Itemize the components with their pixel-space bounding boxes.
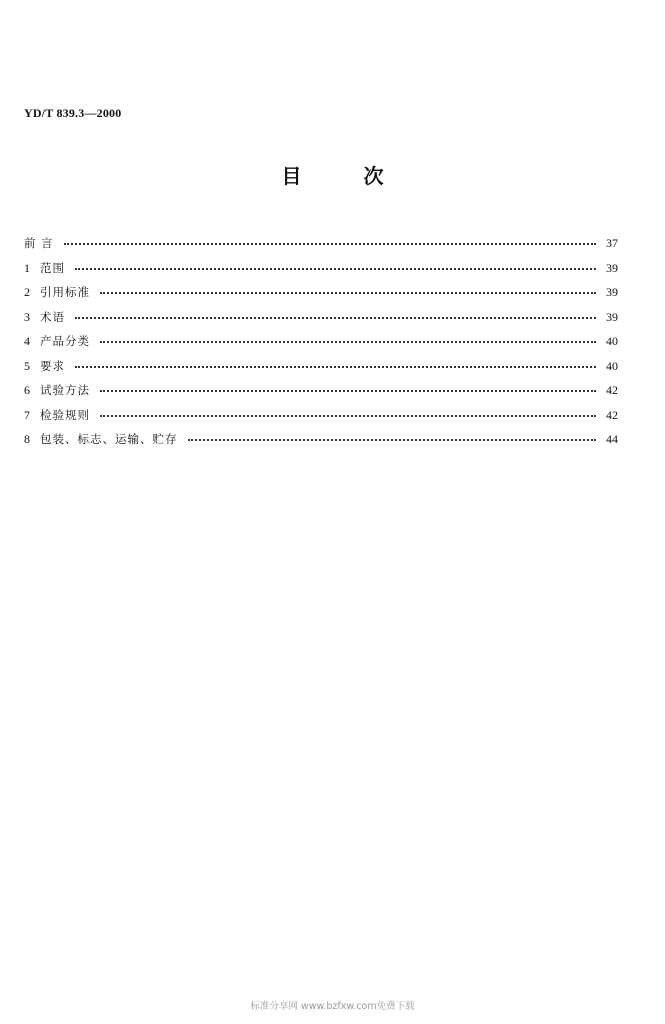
- toc-entry-page: 40: [606, 358, 618, 373]
- dot-leader: [100, 415, 596, 417]
- toc-entry-page: 37: [606, 236, 618, 250]
- toc-entry-page: 39: [606, 309, 618, 324]
- dot-leader: [75, 366, 596, 368]
- toc-entry-product-classification[interactable]: [24, 333, 618, 358]
- document-code: YD/T 839.3—2000: [24, 106, 122, 120]
- toc-entry-scope[interactable]: [24, 260, 618, 285]
- toc-entry-label: 范围: [40, 260, 65, 275]
- toc-entry-requirements[interactable]: [24, 358, 618, 383]
- toc-entry-number: 6: [24, 383, 30, 397]
- dot-leader: [75, 317, 596, 319]
- toc-title-char-2: 次: [363, 164, 384, 188]
- dot-leader: [100, 341, 596, 343]
- toc-entry-page: 42: [606, 407, 618, 422]
- toc-entry-number: 3: [24, 309, 30, 324]
- toc-entry-label: 包装、标志、运输、贮存: [40, 432, 178, 446]
- toc-entry-page: 39: [606, 260, 618, 275]
- footer-watermark: 标准分享网 www.bzfxw.com免费下载: [250, 1001, 415, 1012]
- toc-entry-label: 检验规则: [40, 407, 90, 422]
- toc-entry-label: 要求: [40, 358, 65, 373]
- toc-entry-page: 44: [606, 432, 618, 446]
- toc-entry-label: 试验方法: [40, 383, 90, 397]
- dot-leader: [100, 390, 596, 392]
- dot-leader: [100, 292, 596, 294]
- dot-leader: [188, 439, 597, 441]
- toc-entry-number: 2: [24, 285, 30, 299]
- dot-leader: [75, 268, 596, 270]
- toc-entry-label: 引用标准: [40, 285, 90, 299]
- toc-entry-label: 前 言: [24, 236, 54, 250]
- toc-entry-normative-references[interactable]: [24, 284, 618, 309]
- toc-entry-terms[interactable]: [24, 309, 618, 334]
- toc-entry-test-methods[interactable]: [24, 382, 618, 407]
- toc-entry-foreword[interactable]: [24, 235, 618, 260]
- toc-entry-number: 4: [24, 334, 30, 348]
- toc-entry-page: 40: [606, 334, 618, 348]
- dot-leader: [64, 243, 596, 245]
- toc-entry-number: 1: [24, 260, 30, 275]
- toc-entry-number: 8: [24, 432, 30, 446]
- toc-entry-packaging[interactable]: [24, 431, 618, 456]
- toc-entry-number: 5: [24, 358, 30, 373]
- toc-entry-number: 7: [24, 407, 30, 422]
- toc-title: [0, 160, 665, 189]
- toc-title-char-1: 目: [281, 164, 302, 188]
- toc-entry-label: 产品分类: [40, 334, 90, 348]
- table-of-contents: [24, 235, 618, 456]
- toc-entry-page: 39: [606, 285, 618, 299]
- toc-entry-page: 42: [606, 383, 618, 397]
- toc-entry-inspection-rules[interactable]: [24, 407, 618, 432]
- toc-entry-label: 术语: [40, 309, 65, 324]
